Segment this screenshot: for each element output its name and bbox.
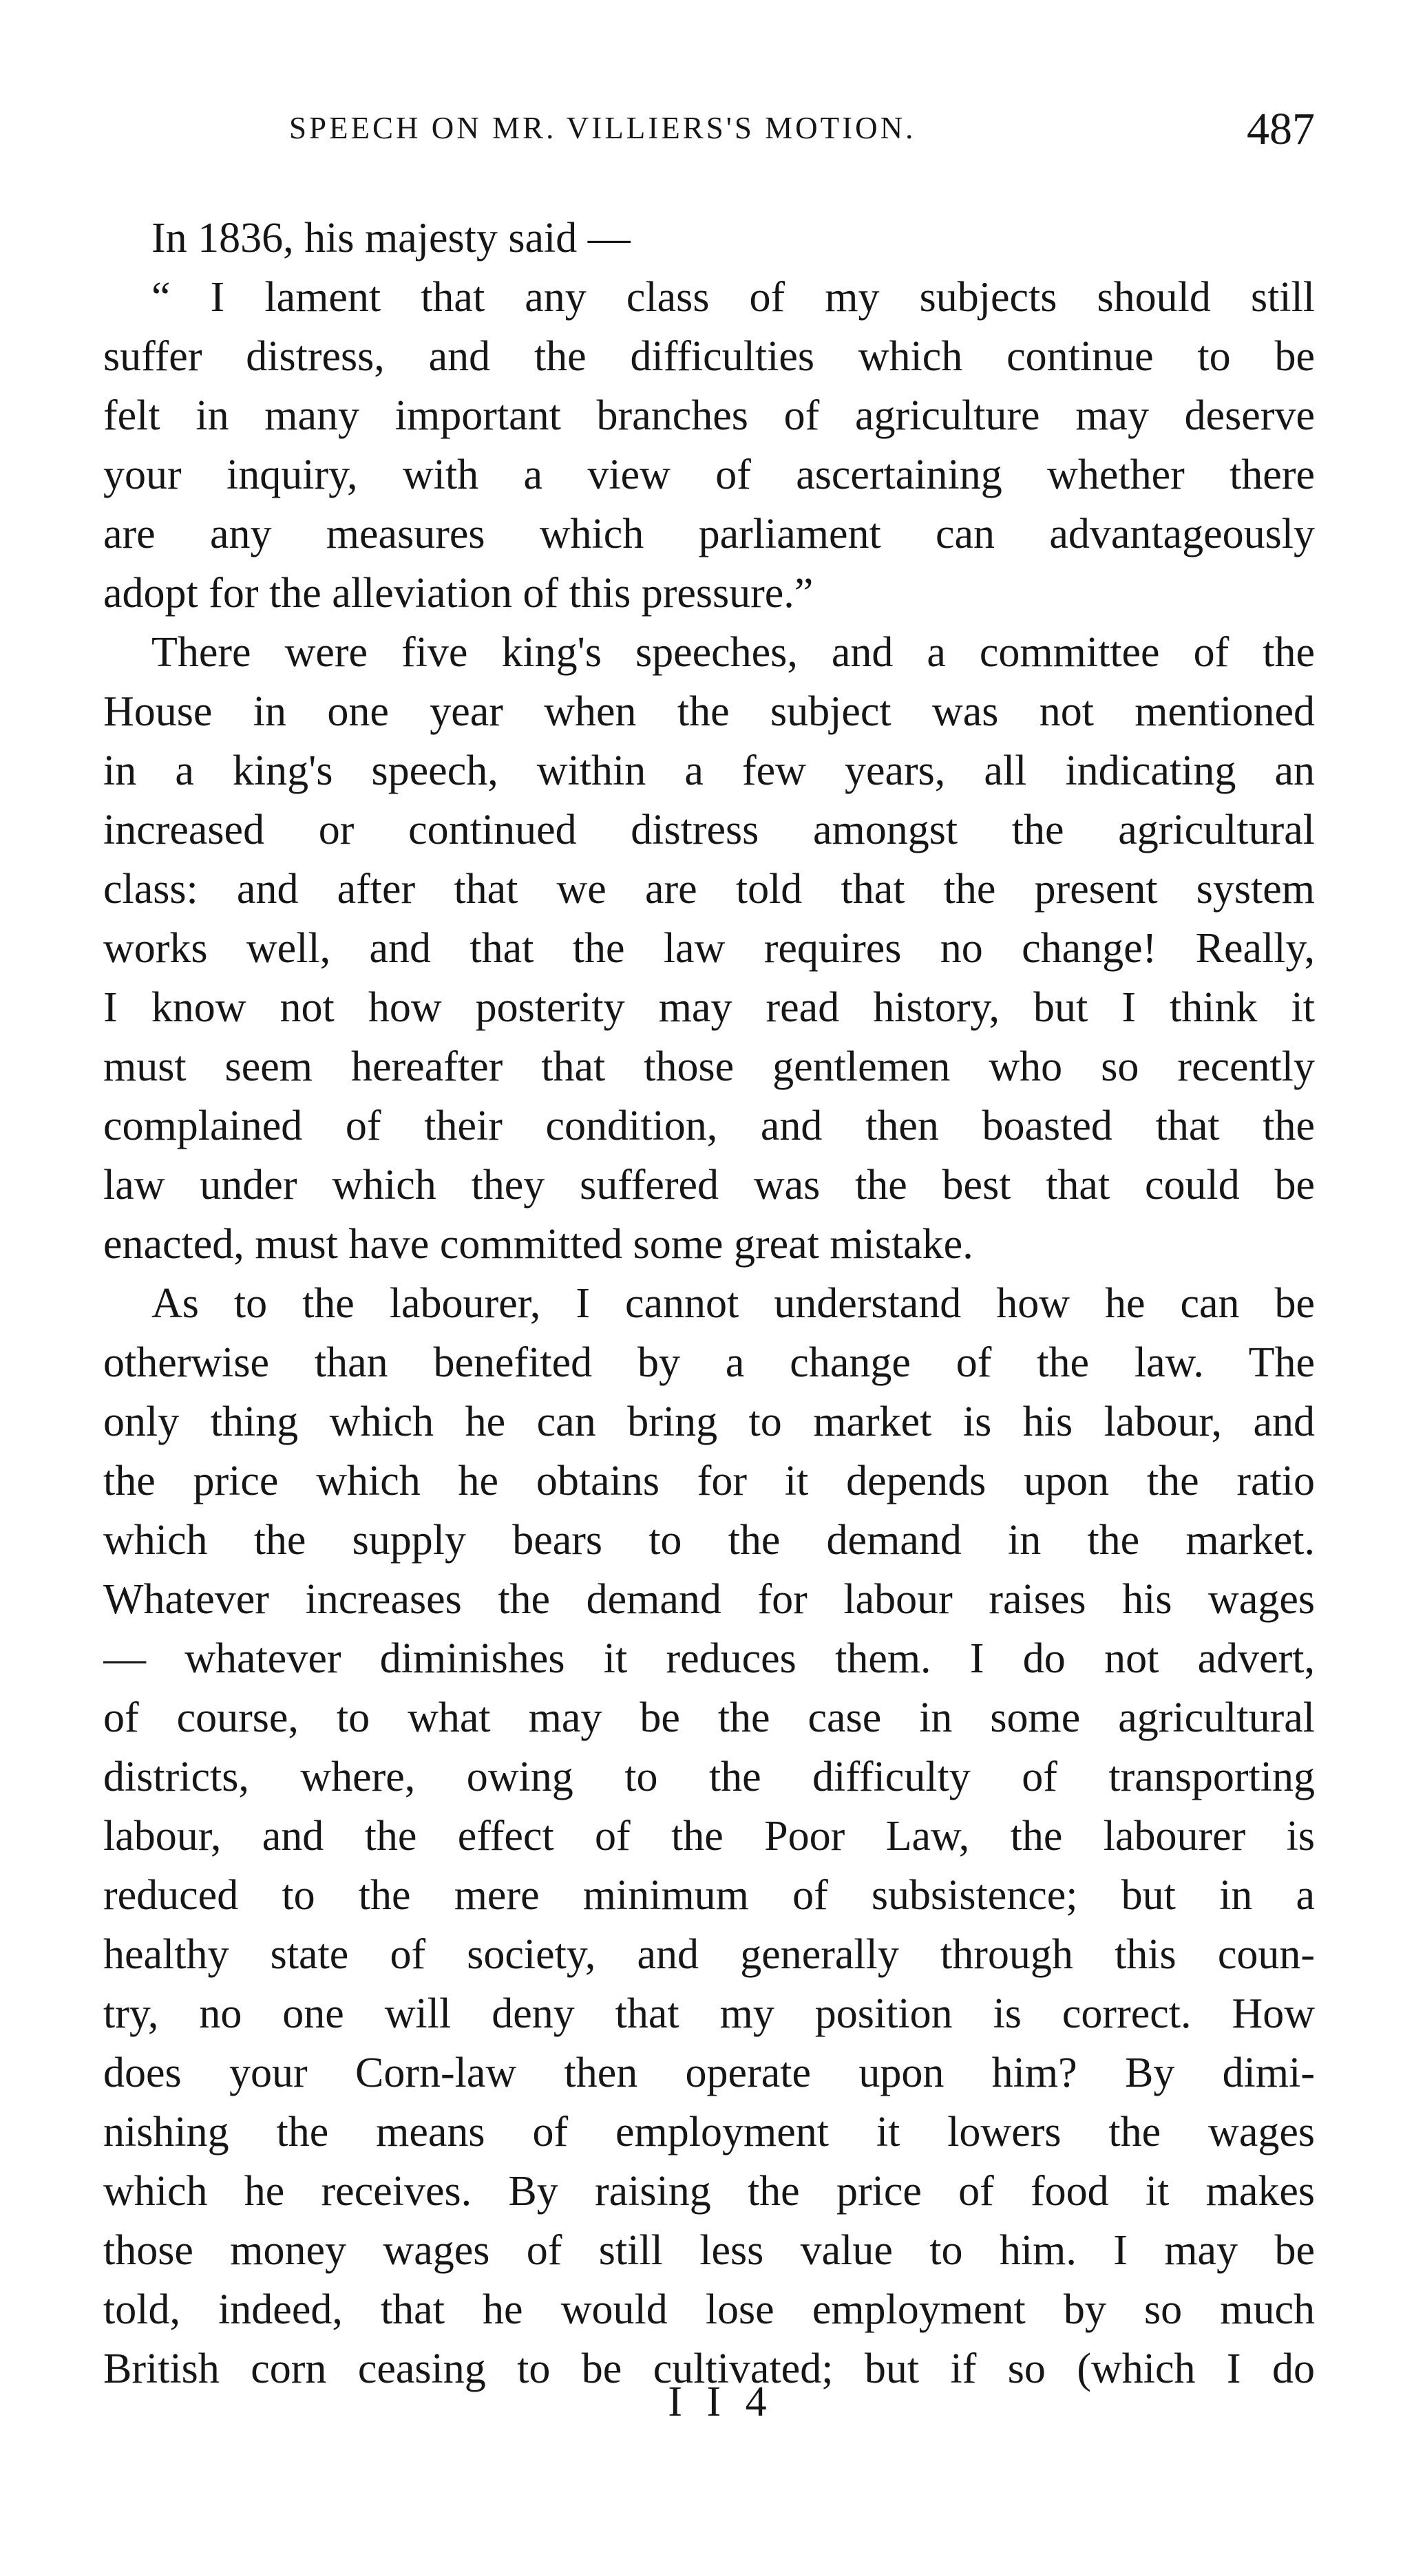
text-line: In 1836, his majesty said — [151,215,631,262]
text-line: There were five king's speeches, and a committee of the [151,629,1315,676]
text-line: Whatever increases the demand for labour raises his wages [103,1576,1315,1623]
text-line: British corn ceasing to be cultivated; but if so (which I do [103,2345,1315,2392]
text-line: adopt for the alleviation of this pressure.” [103,570,814,617]
page-number: 487 [1247,104,1315,154]
running-head [103,103,1315,165]
text-line: districts, where, owing to the difficulty of transporting [103,1754,1315,1800]
body-text [103,209,1315,2398]
text-line: “ I lament that any class of my subjects should still [151,274,1315,321]
text-line: suffer distress, and the difficulties which continue to be [103,333,1315,380]
text-line: are any measures which parliament can advantageously [103,511,1315,557]
running-title: SPEECH ON MR. VILLIERS'S MOTION. [289,111,916,145]
text-line: complained of their condition, and then boasted that the [103,1103,1315,1149]
text-line: As to the labourer, I cannot understand how he can be [151,1280,1315,1327]
text-line: those money wages of still less value to him. I may be [103,2227,1315,2274]
text-line: enacted, must have committed some great mistake. [103,1221,973,1268]
text-line: reduced to the mere minimum of subsistence; but in a [103,1872,1315,1919]
text-line: labour, and the effect of the Poor Law, the labourer is [103,1813,1315,1860]
text-line: felt in many important branches of agriculture may deserve [103,392,1315,439]
text-line: try, no one will deny that my position is correct. How [103,1990,1315,2037]
text-line: House in one year when the subject was not mentioned [103,688,1315,735]
text-line: told, indeed, that he would lose employment by so much [103,2286,1315,2333]
text-line: otherwise than benefited by a change of the law. The [103,1339,1315,1386]
text-line: which the supply bears to the demand in the market. [103,1517,1315,1564]
text-line: which he receives. By raising the price of food it makes [103,2168,1315,2215]
text-line: works well, and that the law requires no change! Really, [103,925,1315,972]
text-line: your inquiry, with a view of ascertaining whether there [103,451,1315,498]
text-line: does your Corn-law then operate upon him? By dimi- [103,2050,1315,2096]
text-line: law under which they suffered was the best that could be [103,1162,1315,1209]
text-line: — whatever diminishes it reduces them. I do not advert, [103,1635,1315,1682]
text-line: nishing the means of employment it lowers the wages [103,2109,1315,2155]
text-line: class: and after that we are told that the present system [103,866,1315,913]
text-line: only thing which he can bring to market is his labour, and [103,1398,1315,1445]
text-line: healthy state of society, and generally through this coun- [103,1931,1315,1978]
signature-mark: I I 4 [668,2378,774,2425]
text-line: of course, to what may be the case in some agricultural [103,1694,1315,1741]
text-line: increased or continued distress amongst the agricultural [103,807,1315,853]
text-line: must seem hereafter that those gentlemen who so recently [103,1043,1315,1090]
text-line: the price which he obtains for it depends upon the ratio [103,1458,1315,1504]
text-line: I know not how posterity may read history, but I think it [103,984,1315,1031]
text-line: in a king's speech, within a few years, all indicating an [103,747,1315,794]
